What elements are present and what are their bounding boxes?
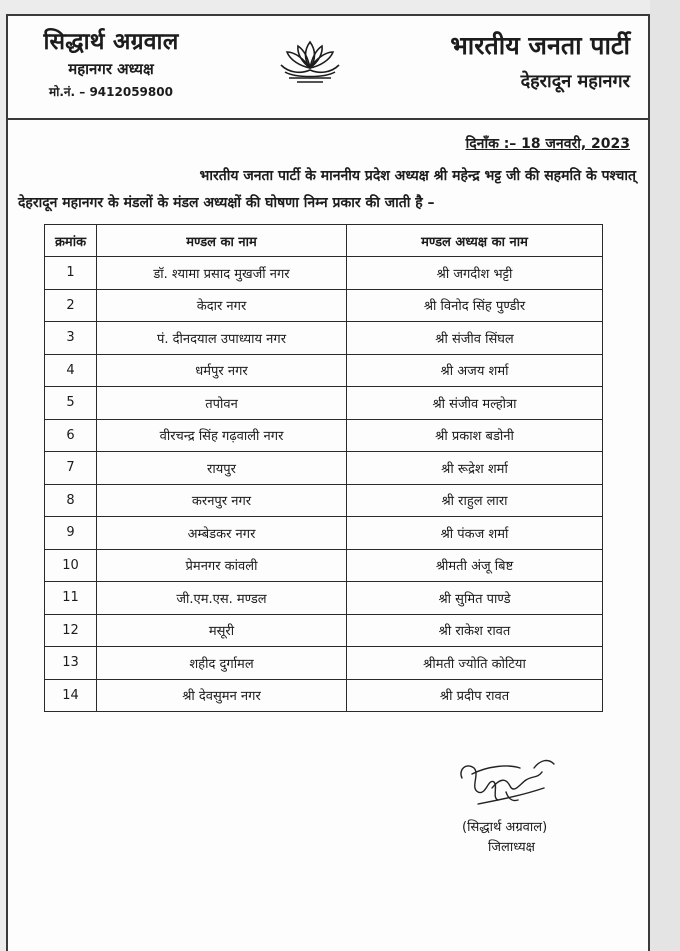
- mandal-cell: धर्मपुर नगर: [97, 354, 347, 387]
- serial-cell: 13: [45, 647, 97, 680]
- mandal-cell: मसूरी: [97, 614, 347, 647]
- table-header-row: [45, 225, 603, 257]
- party-city: देहरादून महानगर: [520, 71, 630, 92]
- serial-cell: 2: [45, 289, 97, 322]
- serial-cell: 1: [45, 257, 97, 290]
- intro-line-1: भारतीय जनता पार्टी के माननीय प्रदेश अध्यक्ष श्री महेन्द्र भट्ट जी की सहमति के पश्चात्: [199, 168, 636, 184]
- intro-paragraph: [18, 163, 638, 217]
- president-cell: श्रीमती ज्योति कोटिया: [347, 647, 603, 680]
- president-cell: श्री विनोद सिंह पुण्डीर: [347, 289, 603, 322]
- president-cell: श्री राकेश रावत: [347, 614, 603, 647]
- serial-cell: 12: [45, 614, 97, 647]
- serial-cell: 11: [45, 582, 97, 615]
- mandal-cell: श्री देवसुमन नगर: [97, 679, 347, 712]
- background-edge: [650, 0, 680, 951]
- serial-cell: 10: [45, 549, 97, 582]
- serial-cell: 14: [45, 679, 97, 712]
- table-row: [45, 484, 603, 517]
- table-row: [45, 354, 603, 387]
- president-cell: श्री राहुल लारा: [347, 484, 603, 517]
- lotus-icon: [275, 38, 345, 86]
- serial-cell: 5: [45, 387, 97, 420]
- sender-name: सिद्धार्थ अग्रवाल: [43, 29, 179, 55]
- mandal-cell: केदार नगर: [97, 289, 347, 322]
- mandal-cell: डॉ. श्यामा प्रसाद मुखर्जी नगर: [97, 257, 347, 290]
- president-cell: श्री अजय शर्मा: [347, 354, 603, 387]
- president-cell: श्री प्रदीप रावत: [347, 679, 603, 712]
- table-row: [45, 582, 603, 615]
- mandal-cell: रायपुर: [97, 452, 347, 485]
- president-cell: श्री सुमित पाण्डे: [347, 582, 603, 615]
- president-cell: श्रीमती अंजू बिष्ट: [347, 549, 603, 582]
- letter-date: दिनाँक :– 18 जनवरी, 2023: [465, 136, 630, 152]
- signatory-name: (सिद्धार्थ अग्रवाल): [462, 820, 548, 835]
- mandal-cell: करनपुर नगर: [97, 484, 347, 517]
- header-serial: क्रमांक: [45, 225, 97, 257]
- handwritten-signature: [448, 748, 566, 816]
- mandal-cell: प्रेमनगर कांवली: [97, 549, 347, 582]
- serial-cell: 4: [45, 354, 97, 387]
- header-divider: [6, 118, 650, 120]
- sender-mobile: मो.नं. – 9412059800: [49, 85, 173, 99]
- party-name: भारतीय जनता पार्टी: [450, 31, 630, 60]
- table-row: [45, 614, 603, 647]
- mandal-table: [44, 224, 603, 712]
- header-president: मण्डल अध्यक्ष का नाम: [347, 225, 603, 257]
- serial-cell: 8: [45, 484, 97, 517]
- table-row: [45, 322, 603, 355]
- table-row: [45, 387, 603, 420]
- table-row: [45, 517, 603, 550]
- mandal-cell: अम्बेडकर नगर: [97, 517, 347, 550]
- table-row: [45, 679, 603, 712]
- president-cell: श्री संजीव मल्होत्रा: [347, 387, 603, 420]
- table-row: [45, 257, 603, 290]
- table-row: [45, 289, 603, 322]
- header-mandal: मण्डल का नाम: [97, 225, 347, 257]
- serial-cell: 7: [45, 452, 97, 485]
- table-row: [45, 452, 603, 485]
- table-row: [45, 647, 603, 680]
- party-block: [412, 28, 630, 93]
- mandal-cell: तपोवन: [97, 387, 347, 420]
- table-row: [45, 419, 603, 452]
- president-cell: श्री संजीव सिंघल: [347, 322, 603, 355]
- president-cell: श्री जगदीश भट्टी: [347, 257, 603, 290]
- mandal-cell: वीरचन्द्र सिंह गढ़वाली नगर: [97, 419, 347, 452]
- president-cell: श्री प्रकाश बडोनी: [347, 419, 603, 452]
- president-cell: श्री रूद्रेश शर्मा: [347, 452, 603, 485]
- signatory-title: जिलाध्यक्ष: [488, 840, 535, 855]
- serial-cell: 6: [45, 419, 97, 452]
- sender-post: महानगर अध्यक्ष: [68, 60, 154, 78]
- mandal-cell: जी.एम.एस. मण्डल: [97, 582, 347, 615]
- mandal-cell: शहीद दुर्गामल: [97, 647, 347, 680]
- serial-cell: 3: [45, 322, 97, 355]
- table-row: [45, 549, 603, 582]
- sender-block: [30, 24, 192, 100]
- intro-line-2: देहरादून महानगर के मंडलों के मंडल अध्यक्षों की घोषणा निम्न प्रकार की जाती है –: [18, 195, 435, 211]
- president-cell: श्री पंकज शर्मा: [347, 517, 603, 550]
- mandal-cell: पं. दीनदयाल उपाध्याय नगर: [97, 322, 347, 355]
- serial-cell: 9: [45, 517, 97, 550]
